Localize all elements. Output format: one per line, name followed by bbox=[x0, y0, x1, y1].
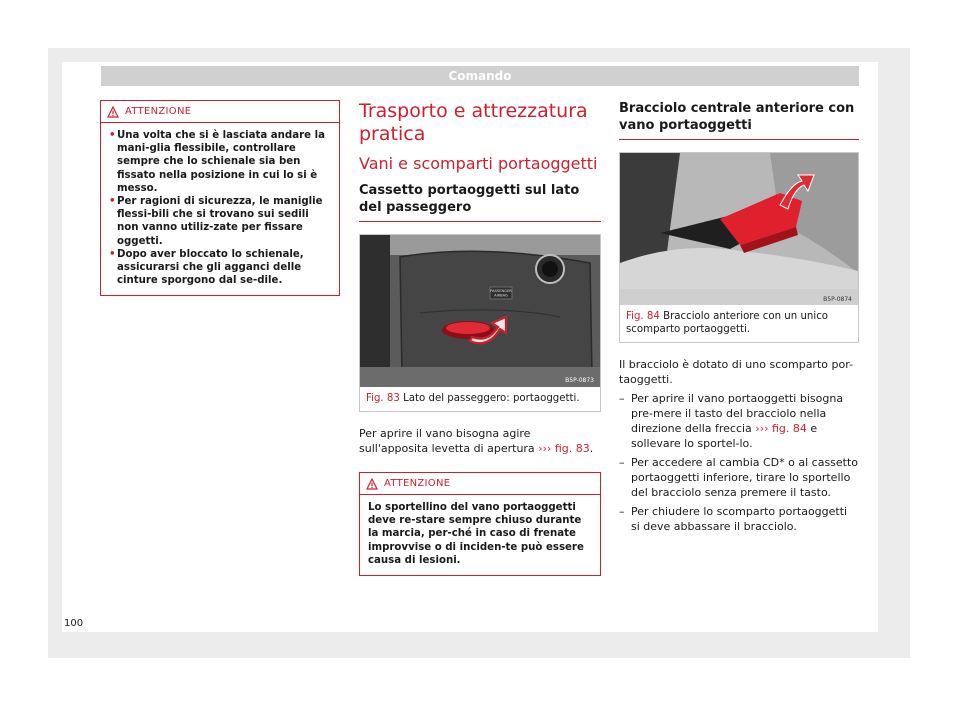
figure-link[interactable]: fig. 84 bbox=[772, 422, 807, 435]
dash-bullet: – bbox=[619, 505, 625, 518]
list-item: – Per chiudere lo scomparto portaoggetti si deve abbassare il bracciolo. bbox=[619, 505, 848, 533]
glovebox-paragraph: Per aprire il vano bisogna agire sull'apposita levetta di apertura ››› fig. 83. bbox=[359, 427, 594, 455]
bullet-icon: • bbox=[109, 130, 116, 141]
armrest-heading: Bracciolo centrale anteriore con vano portaoggetti bbox=[619, 100, 859, 140]
column-middle bbox=[359, 100, 601, 576]
section-title: Trasporto e attrezzatura pratica bbox=[359, 100, 588, 145]
figure-ref: Fig. 83 bbox=[366, 393, 400, 404]
chapter-header: Comando bbox=[101, 66, 859, 86]
figure-caption: Fig. 83 Lato del passeggero: portaoggetti. bbox=[366, 393, 580, 404]
dash-bullet: – bbox=[619, 392, 625, 405]
warning-item: • Per ragioni di sicurezza, le maniglie flessi-bili che si trovano sui sedili non vanno utiliz-zate per fissare oggetti. bbox=[109, 196, 323, 247]
warning-label: ATTENZIONE bbox=[384, 478, 451, 489]
warning-body: Lo sportellino del vano portaoggetti deve re-stare sempre chiuso durante la marcia, per-ché in caso di frenate improvvise o di inciden-te può essere causa di lesioni. bbox=[368, 502, 584, 566]
column-left bbox=[100, 100, 340, 296]
dash-bullet: – bbox=[619, 456, 625, 469]
warning-box-2 bbox=[359, 472, 601, 576]
warning-header bbox=[360, 473, 600, 495]
list-item: – Per aprire il vano portaoggetti bisogna pre-mere il tasto del bracciolo nella direzione della freccia ››› fig. 84 e sollevare lo sportel-lo. bbox=[619, 392, 844, 450]
warning-item: • Dopo aver bloccato lo schienale, assicurarsi che gli agganci delle cinture sporgono dal se-dile. bbox=[109, 248, 304, 287]
cross-ref-arrows: ››› bbox=[755, 422, 769, 435]
bullet-icon: • bbox=[109, 248, 116, 260]
section-subtitle: Vani e scomparti portaoggetti bbox=[359, 154, 598, 173]
warning-body bbox=[101, 123, 339, 295]
figure-83 bbox=[359, 234, 601, 412]
cross-ref-arrows: ››› bbox=[538, 442, 552, 455]
figure-ref: Fig. 84 bbox=[626, 311, 660, 322]
figure-link[interactable]: fig. 83 bbox=[554, 442, 590, 455]
glovebox-illustration bbox=[360, 235, 600, 387]
column-right bbox=[619, 100, 859, 534]
warning-label: ATTENZIONE bbox=[125, 106, 192, 117]
figure-84 bbox=[619, 152, 859, 343]
airbag-label-2: AIRBAG bbox=[494, 293, 508, 298]
warning-triangle-icon bbox=[107, 106, 119, 118]
armrest-intro: Il bracciolo è dotato di uno scomparto por-taoggetti. bbox=[619, 358, 853, 386]
figure-code: B5P-0873 bbox=[565, 377, 594, 384]
armrest-illustration bbox=[620, 153, 858, 305]
airbag-label: PASSENGER bbox=[490, 289, 512, 293]
list-item: – Per accedere al cambia CD* o al cassetto portaoggetti inferiore, tirare lo sportello del bracciolo senza premere il tasto. bbox=[619, 456, 859, 499]
warning-item: • Una volta che si è lasciata andare la mani-glia flessibile, controllare sempre che lo schienale sia ben fissato nella posizione in cui lo si è messo. bbox=[109, 130, 325, 194]
warning-triangle-icon bbox=[366, 478, 378, 490]
glovebox-heading: Cassetto portaoggetti sul lato del passeggero bbox=[359, 182, 601, 222]
bullet-icon: • bbox=[109, 196, 116, 208]
page-number: 100 bbox=[64, 618, 84, 629]
figure-code: B5P-0874 bbox=[823, 296, 852, 303]
figure-caption: Fig. 84 Bracciolo anteriore con un unico scomparto portaoggetti. bbox=[626, 311, 829, 335]
warning-box bbox=[100, 100, 340, 296]
warning-header bbox=[101, 101, 339, 123]
